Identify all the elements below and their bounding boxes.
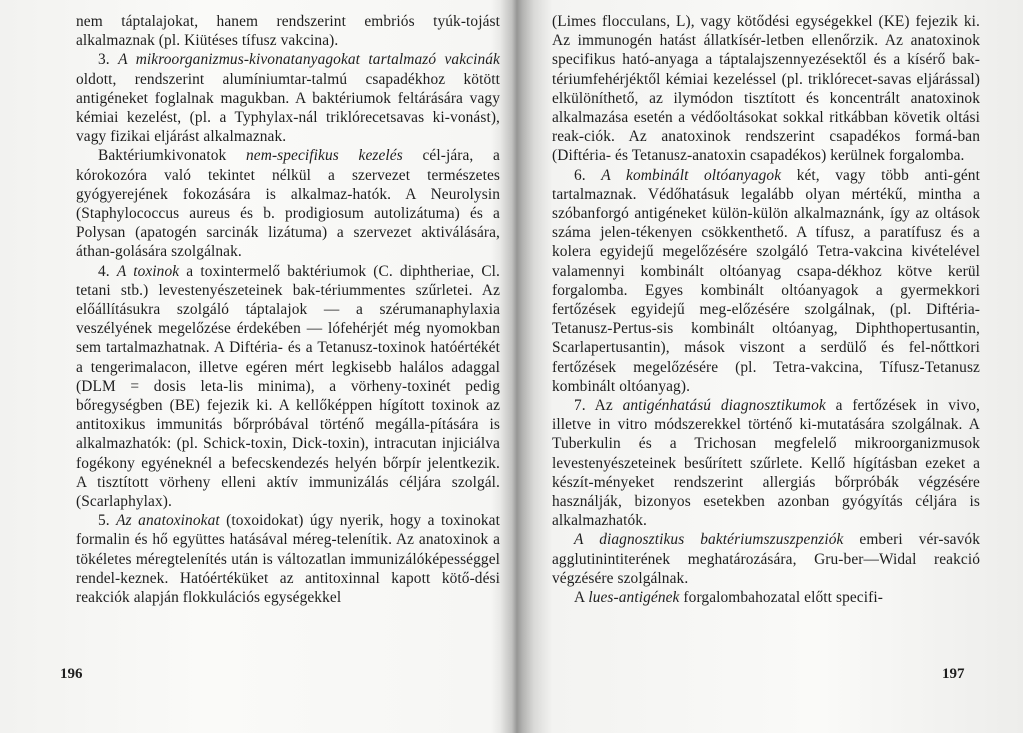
text-run: 6. <box>574 166 602 184</box>
text-run: (toxoidokat) úgy nyerik, hogy a toxinokat formalin és hő együttes hatásával méreg-telenítik. Az anatoxinok a tökéletes méregtelenítés után is változatlan immunizálóképességgel rendel-keznek. Hatóértéküket az antitoxinnal kapott kötő-dési reakciók alapján flokkulációs egységekkel <box>76 512 500 607</box>
text-run: nem táptalajokat, hanem rendszerint embriós tyúk-tojást alkalmaznak (pl. Kiütéses tífusz vakcina). <box>76 13 500 50</box>
italic-term: A kombinált oltóanyagok <box>601 166 782 184</box>
paragraph <box>552 396 980 530</box>
italic-term: nem-specifikus kezelés <box>246 147 403 165</box>
text-run: 3. <box>98 51 119 69</box>
italic-term: A toxinok <box>116 262 180 280</box>
text-run: forgalombahozatal előtt specifi- <box>679 589 883 607</box>
text-run: Baktériumkivonatok <box>98 147 246 165</box>
paragraph <box>76 146 500 261</box>
text-run: emberi vér-savók agglutinintiterének meghatározására, Gru-ber—Widal reakció végzésére szolgálnak. <box>552 531 980 587</box>
right-page-number: 197 <box>942 666 965 682</box>
paragraph <box>76 50 500 146</box>
italic-term: A mikroorganizmus-kivonatanyagokat tartalmazó vakcinák <box>118 51 500 69</box>
text-run: 5. <box>98 512 117 530</box>
left-page-number: 196 <box>60 666 83 682</box>
paragraph <box>76 12 500 50</box>
italic-term: Az anatoxinokat <box>116 512 220 530</box>
italic-term: A diagnosztikus baktériumszuszpenziók <box>574 531 844 549</box>
paragraph <box>76 262 500 512</box>
paragraph <box>552 166 980 396</box>
paragraph <box>76 511 500 607</box>
text-run: (Limes flocculans, L), vagy kötődési egységekkel (KE) fejezik ki. Az immunogén hatást állatkísér-letben ellenőrzik. Az anatoxinok specifikus ható-anyaga a táptalajszennyezésektől és a kísérő bak-tériumfehérjéktől kémiai kezeléssel (pl. triklórecet-savas eljárással) elkülöníthető, az ilymódon tisztított és koncentrált anatoxinok alkalmazása esetén a védőoltásokat sokkal ritkábban követik oltási reak-ciók. Az anatoxinok rendszerint csapadékos formá-ban (Diftéria- és Tetanusz-anatoxin csapadékos) kerülnek forgalomba. <box>552 13 980 165</box>
text-run: cél-jára, a kórokozóra való tekintet nélkül a szervezet természetes gyógyerejének fokozására is alkalmaz-hatók. A Neurolysin (Staphylococcus aureus és b. prodigiosum autolizátuma) és a Polysan (apatogén sarcinák lizátuma) a szervezet aktiválására, áthan-golására szolgálnak. <box>76 147 500 261</box>
text-run: a toxintermelő baktériumok (C. diphtheriae, Cl. tetani stb.) levestenyészeteinek bak-tériummentes szűrletei. Az előállításukra szolgáló táptalajok — a szérumanaphylaxia veszélyének megelőzése érdekében — lófehérjét még nyomokban sem tartalmazhatnak. A Diftéria- és a Tetanusz-toxinok hatóértékét a tengerimalacon, illetve egéren mért legkisebb halálos adaggal (DLM = dosis leta-lis minima), a vörheny-toxinét pedig bőregységben (BE) fejezik ki. A kellőképpen hígított toxinok az antitoxikus immunitás bőrpróbával történő megálla-pítására is alkalmazhatók: (pl. Schick-toxin, Dick-toxin), intracutan injiciálva fogékony egyéneknél a befecskendezés helyén bőrpír jelentkezik. A tisztított vörheny elleni aktív immunizálás céljára szolgál. (Scarlaphylax). <box>76 262 501 511</box>
text-run: két, vagy több anti-gént tartalmaznak. Védőhatásuk legalább olyan mértékű, mintha a szóbanforgó antigéneket külön-külön alkalmaznánk, így az oltások száma jelen-tékenyen csökkenthető. A tífusz, a paratífusz és a kolera egyidejű megelőzésére szolgáló Tetra-vakcina kivételével valamennyi kombinált oltóanyag csapa-dékhoz kötve kerül forgalomba. Egyes kombinált oltóanyagok a gyermekkori fertőzések egyidejű meg-előzésére szolgálnak, (pl. Diftéria-Tetanusz-Pertus-sis kombinált oltóanyag, Diphthopertusantin, Scarlapertusantin), mások viszont a serdülő és fel-nőttkori fertőzések megelőzésére (pl. Tetra-vakcina, Tífusz-Tetanusz kombinált oltóanyag). <box>552 166 980 395</box>
text-run: 4. <box>98 262 117 280</box>
left-page-text <box>76 12 500 607</box>
italic-term: lues-antigének <box>588 589 680 607</box>
text-run: 7. Az <box>574 397 623 415</box>
book-gutter-shadow <box>500 0 534 733</box>
text-run: a fertőzések in vivo, illetve in vitro módszerekkel történő ki-mutatására szolgálnak. A Tuberkulin és a Trichosan megfelelő mikroorganizmusok levestenyészeteinek besűrített szűrlete. Kellő hígításban ezeket a készít-ményeket rendszerint allergiás bőrpróbák végzésére használják, bizonyos esetekben azonban gyógyítás céljára is alkalmazhatók. <box>552 397 980 530</box>
paragraph <box>552 12 980 166</box>
paragraph <box>552 588 980 607</box>
right-page-text <box>552 12 980 607</box>
text-run: oldott, rendszerint alumíniumtar-talmú csapadékhoz kötött antigéneket foglalnak magukban. A baktériumok feltárására vagy kémiai kezelést, (pl. a Typhylax-nál triklórecetsavas ki-vonást), vagy fizikai eljárást alkalmaznak. <box>76 70 500 146</box>
paragraph <box>552 530 980 588</box>
text-run: A <box>574 589 589 607</box>
italic-term: antigénhatású diagnosztikumok <box>622 397 826 415</box>
